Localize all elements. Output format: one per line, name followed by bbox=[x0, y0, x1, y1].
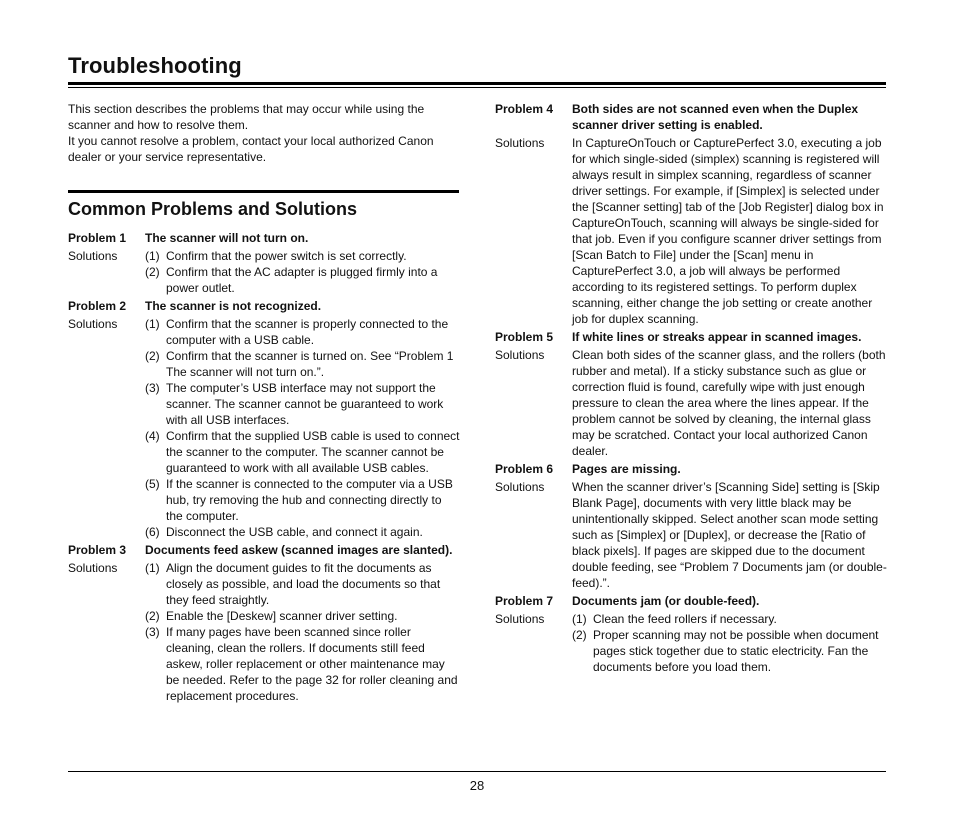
solution-text: If many pages have been scanned since roller cleaning, clean the rollers. If documents still feed askew, roller replacement or other maintenance may be needed. Refer to the page 32 for roller cleaning and replacement procedures. bbox=[166, 625, 458, 703]
section-heading bbox=[68, 190, 460, 220]
solutions-row bbox=[68, 316, 460, 540]
solution-item bbox=[572, 611, 887, 627]
problem-3 bbox=[68, 542, 460, 704]
solution-number: (2) bbox=[145, 609, 160, 623]
problem-label: Problem 6 bbox=[495, 462, 554, 476]
solution-text: Confirm that the scanner is turned on. See “Problem 1 The scanner will not turn on.”. bbox=[166, 349, 454, 379]
solution-number: (2) bbox=[572, 628, 587, 642]
solution-number: (4) bbox=[145, 429, 160, 443]
solution-item bbox=[145, 248, 460, 264]
solution-text: Disconnect the USB cable, and connect it again. bbox=[166, 525, 423, 539]
problem-label: Problem 4 bbox=[495, 102, 554, 116]
problem-header bbox=[495, 593, 887, 609]
solution-item bbox=[572, 627, 887, 675]
solution-item bbox=[145, 380, 460, 428]
solutions-label: Solutions bbox=[495, 348, 545, 362]
problem-title: Both sides are not scanned even when the Duplex scanner driver setting is enabled. bbox=[572, 102, 859, 132]
problem-title: The scanner is not recognized. bbox=[145, 299, 322, 313]
solution-number: (1) bbox=[572, 612, 587, 626]
solution-number: (2) bbox=[145, 265, 160, 279]
left-column bbox=[68, 101, 460, 704]
solution-number: (2) bbox=[145, 349, 160, 363]
solution-item bbox=[145, 524, 460, 540]
solutions-row bbox=[68, 560, 460, 704]
solutions-row bbox=[495, 479, 887, 591]
problem-7 bbox=[495, 593, 887, 675]
solution-item bbox=[145, 608, 460, 624]
solution-text: Confirm that the AC adapter is plugged firmly into a power outlet. bbox=[166, 265, 438, 295]
problem-header bbox=[68, 230, 460, 246]
solutions-label: Solutions bbox=[495, 480, 545, 494]
solution-text: In CaptureOnTouch or CapturePerfect 3.0, executing a job for which single-sided (simplex) scanning is registered will always result in simplex scanning, regardless of scanner driver settings. For example, if [Simplex] is selected under the [Scanner setting] tab of the [Job Register] dialog box in CaptureOnTouch, scanning will always be single-sided for that job. Even if you configure scanner driver settings from [Scan Batch to File] under the [Scan] menu in CapturePerfect 3.0, a job will always be performed according to its registered settings. To perform duplex scanning, either change the job setting or create another job for duplex scanning. bbox=[572, 136, 884, 326]
problem-5 bbox=[495, 329, 887, 459]
solution-number: (3) bbox=[145, 625, 160, 639]
solution-item bbox=[145, 264, 460, 296]
solution-number: (1) bbox=[145, 249, 160, 263]
problem-4 bbox=[495, 101, 887, 327]
solution-text: Enable the [Deskew] scanner driver setting. bbox=[166, 609, 398, 623]
page-number: 28 bbox=[469, 778, 485, 793]
problem-header bbox=[495, 461, 887, 477]
problem-title: Documents feed askew (scanned images are slanted). bbox=[145, 543, 453, 557]
solution-item bbox=[145, 428, 460, 476]
page-title: Troubleshooting bbox=[68, 53, 242, 78]
solution-number: (3) bbox=[145, 381, 160, 395]
solutions-row bbox=[495, 347, 887, 459]
problem-header bbox=[495, 101, 887, 133]
problem-header bbox=[68, 542, 460, 558]
solution-text: Confirm that the supplied USB cable is used to connect the scanner to the computer. The scanner cannot be guaranteed to work with all available USB cables. bbox=[166, 429, 460, 475]
solutions-label: Solutions bbox=[68, 561, 118, 575]
solution-number: (1) bbox=[145, 561, 160, 575]
section-divider bbox=[68, 190, 459, 193]
solution-number: (6) bbox=[145, 525, 160, 539]
solution-number: (1) bbox=[145, 317, 160, 331]
solution-item bbox=[145, 348, 460, 380]
solution-text: Proper scanning may not be possible when document pages stick together due to static electricity. Fan the documents before you load them. bbox=[593, 628, 879, 674]
problem-label: Problem 7 bbox=[495, 594, 554, 608]
solution-item bbox=[145, 316, 460, 348]
solutions-label: Solutions bbox=[68, 249, 118, 263]
solution-text: Align the document guides to fit the documents as closely as possible, and load the documents so that they feed straightly. bbox=[166, 561, 441, 607]
intro-line: It you cannot resolve a problem, contact your local authorized Canon dealer or your service representative. bbox=[68, 134, 434, 164]
problem-6 bbox=[495, 461, 887, 591]
intro-paragraph bbox=[68, 101, 460, 165]
solution-item bbox=[145, 476, 460, 524]
problem-title: Pages are missing. bbox=[572, 462, 681, 476]
solution-number: (5) bbox=[145, 477, 160, 491]
problem-label: Problem 1 bbox=[68, 231, 127, 245]
solutions-label: Solutions bbox=[495, 136, 545, 150]
right-column bbox=[495, 101, 887, 675]
solution-text: The computer’s USB interface may not support the scanner. The scanner cannot be guaranteed to work with all USB interfaces. bbox=[166, 381, 444, 427]
section-title: Common Problems and Solutions bbox=[68, 199, 358, 219]
solutions-row bbox=[495, 611, 887, 675]
solutions-row bbox=[495, 135, 887, 327]
problem-title: The scanner will not turn on. bbox=[145, 231, 309, 245]
solution-item bbox=[145, 624, 460, 704]
solution-text: Clean both sides of the scanner glass, and the rollers (both rubber and metal). If a sticky substance such as glue or correction fluid is found, carefully wipe with just enough pressure to clean the area where the lines appear. If the problem cannot be solved by cleaning, the internal glass may be scratched. Contact your local authorized Canon dealer. bbox=[572, 348, 886, 458]
intro-line: This section describes the problems that may occur while using the scanner and how to resolve them. bbox=[68, 102, 425, 132]
problem-1 bbox=[68, 230, 460, 296]
solution-text: When the scanner driver’s [Scanning Side] setting is [Skip Blank Page], documents with very little black may be unintentionally skipped. Select another scan mode setting such as [Simplex] or [Duplex], or decrease the [Ratio of black pixels]. If pages are skipped due to the document double feeding, see “Problem 7 Documents jam (or double-feed).”. bbox=[572, 480, 887, 590]
problem-2 bbox=[68, 298, 460, 540]
solution-text: Confirm that the scanner is properly connected to the computer with a USB cable. bbox=[166, 317, 449, 347]
solution-text: If the scanner is connected to the computer via a USB hub, try removing the hub and connecting directly to the computer. bbox=[166, 477, 453, 523]
problem-title: If white lines or streaks appear in scanned images. bbox=[572, 330, 862, 344]
solution-text: Clean the feed rollers if necessary. bbox=[593, 612, 777, 626]
solutions-row bbox=[68, 248, 460, 296]
solutions-label: Solutions bbox=[495, 612, 545, 626]
solution-item bbox=[145, 560, 460, 608]
solution-text: Confirm that the power switch is set correctly. bbox=[166, 249, 407, 263]
problem-header bbox=[68, 298, 460, 314]
problem-label: Problem 2 bbox=[68, 299, 127, 313]
title-divider-thin bbox=[68, 87, 886, 88]
problem-label: Problem 3 bbox=[68, 543, 127, 557]
solutions-label: Solutions bbox=[68, 317, 118, 331]
title-divider bbox=[68, 82, 886, 85]
problem-header bbox=[495, 329, 887, 345]
footer-divider bbox=[68, 771, 886, 772]
problem-title: Documents jam (or double-feed). bbox=[572, 594, 760, 608]
problem-label: Problem 5 bbox=[495, 330, 554, 344]
